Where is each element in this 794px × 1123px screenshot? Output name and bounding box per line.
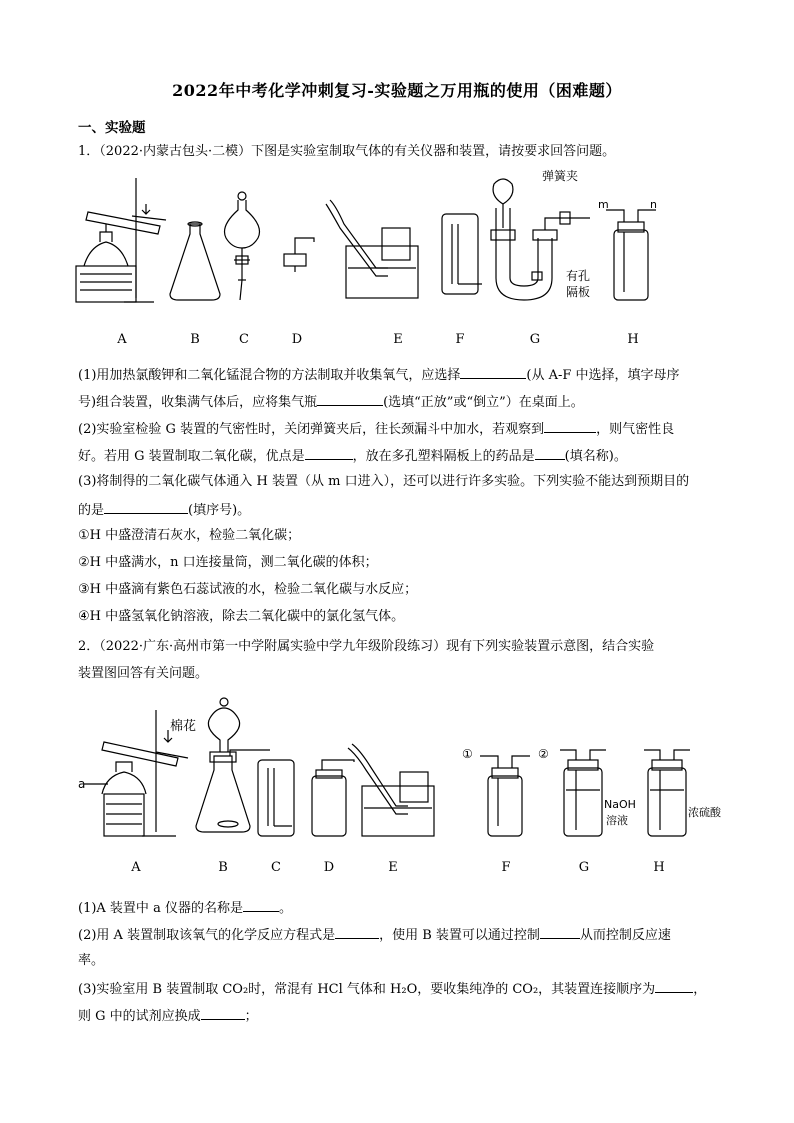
q1-label-g: G — [529, 332, 541, 347]
q1-label-c: C — [239, 332, 249, 347]
answer-blank[interactable] — [104, 499, 188, 514]
q1-option-3: ③H 中盛滴有紫色石蕊试液的水，检验二氧化碳与水反应； — [78, 582, 418, 597]
q2-intro-line2: 装置图回答有关问题。 — [78, 666, 209, 681]
hole-plate-label-2: 隔板 — [566, 285, 591, 299]
cotton-label: 棉花 — [170, 719, 197, 734]
q1-part3-line1: (3)将制得的二氧化碳气体通入 H 装置（从 m 口进入），还可以进行许多实验。下列实验不能达到预期目的 — [78, 474, 690, 489]
q1-intro: 1．（2022·内蒙古包头·二模）下图是实验室制取气体的有关仪器和装置，请按要求回答问题。 — [78, 144, 616, 159]
q2-label-h: H — [653, 860, 665, 875]
q2-part1: (1)A 装置中 a 仪器的名称是 。 — [78, 897, 718, 919]
answer-blank[interactable] — [335, 924, 379, 939]
q2-label-d: D — [323, 860, 335, 875]
h2so4-label: 浓硫酸 — [688, 806, 721, 819]
q2-label-a: A — [131, 860, 141, 875]
q1-option-2: ②H 中盛满水，n 口连接量筒，测二氧化碳的体积； — [78, 555, 378, 570]
q2-label-f: F — [501, 860, 511, 875]
q1-label-d: D — [291, 332, 303, 347]
answer-blank[interactable] — [243, 897, 279, 912]
q2-intro-line1: 2．（2022·广东·高州市第一中学附属实验中学九年级阶段练习）现有下列实验装置示意图，结合实验 — [78, 639, 655, 654]
port-n-label: n — [650, 198, 657, 211]
port-m-label: m — [598, 198, 609, 211]
port-2-label: ② — [538, 747, 549, 761]
answer-blank[interactable] — [535, 445, 565, 460]
q1-part3-line2: 的是 (填序号)。 — [78, 499, 718, 521]
q2-part2-line2: 率。 — [78, 953, 105, 968]
q1-label-e: E — [393, 332, 403, 347]
q1-label-h: H — [627, 332, 639, 347]
q1-part2-line1: (2)实验室检验 G 装置的气密性时，关闭弹簧夹后，往长颈漏斗中加水，若观察到 ，则气密性良 — [78, 418, 718, 440]
answer-blank[interactable] — [460, 364, 526, 379]
q2-part2-line1: (2)用 A 装置制取该氧气的化学反应方程式是 ，使用 B 装置可以通过控制 从而控制反应速 — [78, 924, 718, 946]
q2-part3-line1: (3)实验室用 B 装置制取 CO₂时，常混有 HCl 气体和 H₂O，要收集纯净的 CO₂，其装置连接顺序为 ， — [78, 978, 718, 1000]
q1-part1-line1: (1)用加热氯酸钾和二氧化锰混合物的方法制取并收集氧气，应选择 (从 A-F 中选择，填字母序 — [78, 364, 718, 386]
naoh-solution-label: 溶液 — [606, 814, 628, 827]
q1-label-f: F — [455, 332, 465, 347]
q1-label-a: A — [117, 332, 127, 347]
port-1-label: ① — [462, 747, 473, 761]
answer-blank[interactable] — [655, 978, 693, 993]
q1-part2-line2: 好。若用 G 装置制取二氧化碳，优点是 ，放在多孔塑料隔板上的药品是 (填名称)。 — [78, 445, 718, 467]
q1-label-b: B — [190, 332, 200, 347]
answer-blank[interactable] — [201, 1005, 245, 1020]
q2-apparatus-figure — [70, 690, 740, 850]
q2-part3-line2: 则 G 中的试剂应换成 ； — [78, 1005, 718, 1027]
q2-label-b: B — [218, 860, 228, 875]
naoh-label: NaOH — [604, 798, 636, 811]
answer-blank[interactable] — [317, 391, 383, 406]
q1-part1-line2: 号)组合装置，收集满气体后，应将集气瓶 (选填“正放”或“倒立”）在桌面上。 — [78, 391, 718, 413]
q2-label-e: E — [388, 860, 398, 875]
q1-apparatus-figure — [70, 168, 670, 318]
q2-label-g: G — [578, 860, 590, 875]
hole-plate-label-1: 有孔 — [566, 269, 591, 283]
q1-option-4: ④H 中盛氢氧化钠溶液，除去二氧化碳中的氯化氢气体。 — [78, 609, 405, 624]
answer-blank[interactable] — [540, 924, 580, 939]
instrument-a-label: a — [78, 777, 86, 791]
q1-option-1: ①H 中盛澄清石灰水，检验二氧化碳； — [78, 528, 301, 543]
section-heading: 一、实验题 — [78, 120, 146, 136]
answer-blank[interactable] — [544, 418, 596, 433]
q2-label-c: C — [271, 860, 281, 875]
answer-blank[interactable] — [305, 445, 353, 460]
page-title: 2022年中考化学冲刺复习-实验题之万用瓶的使用（困难题） — [172, 81, 622, 100]
spring-clip-label: 弹簧夹 — [542, 169, 579, 183]
